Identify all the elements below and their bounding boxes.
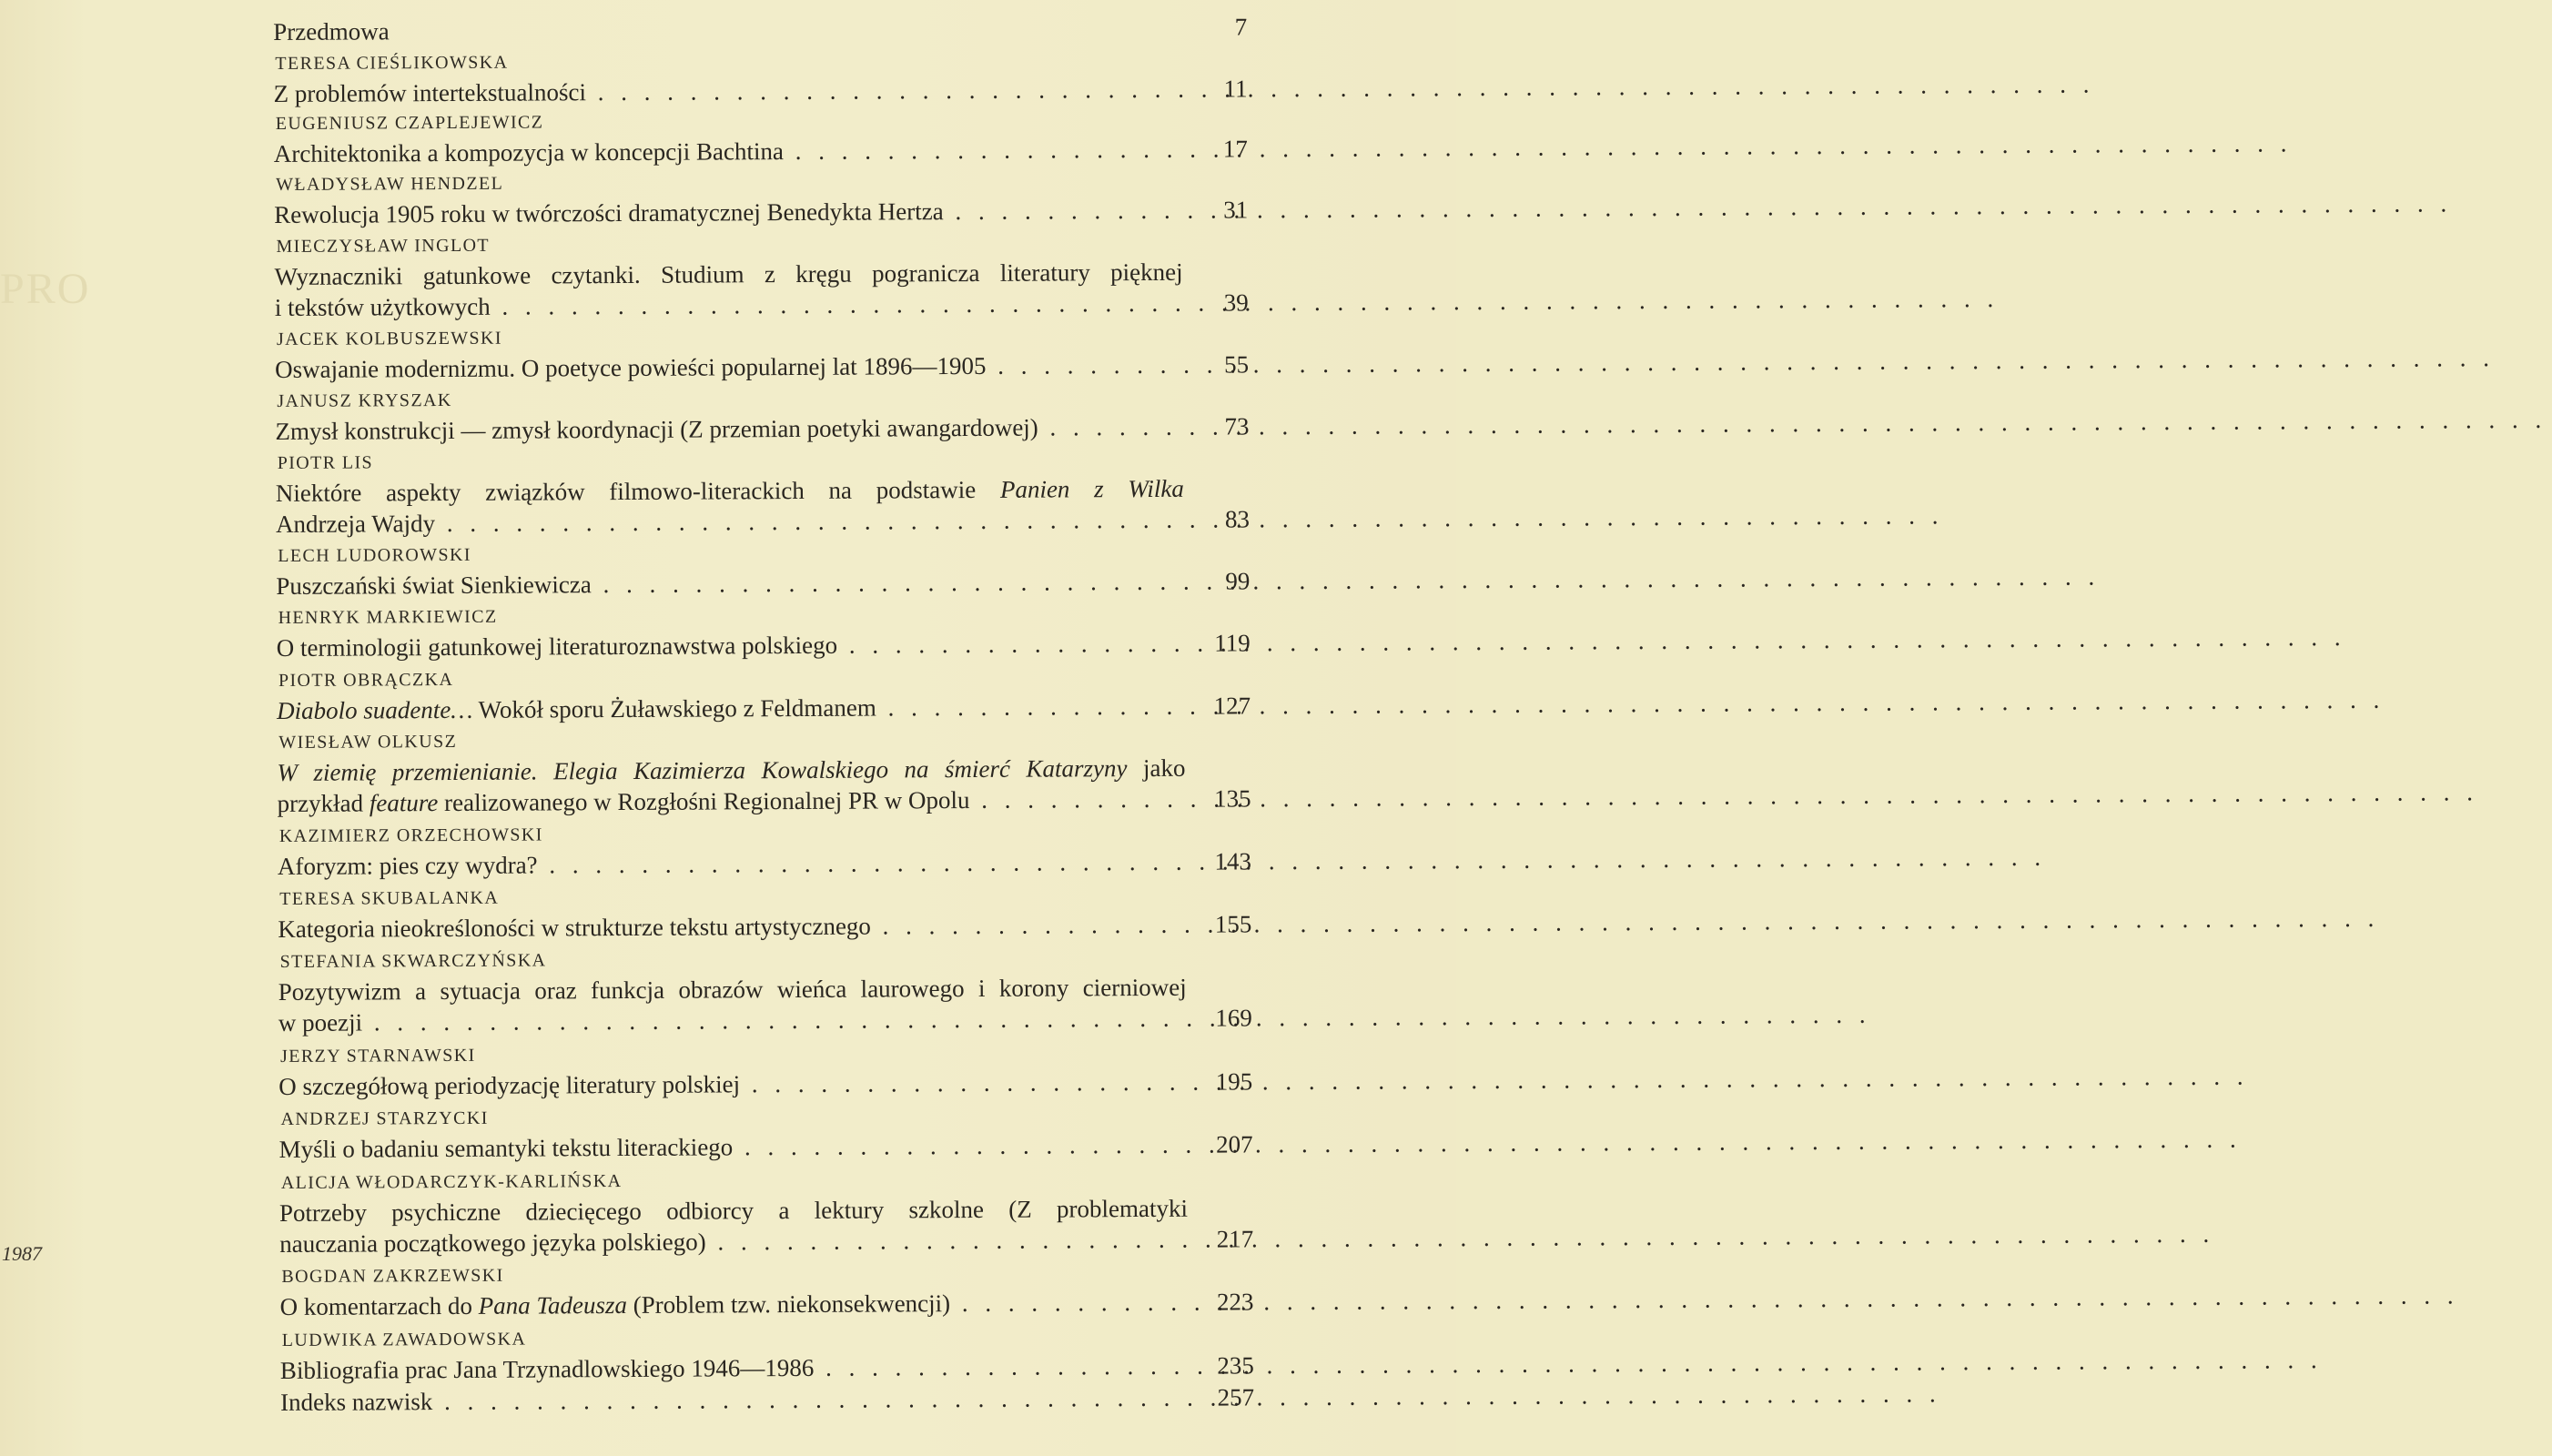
entry-title-line1: Wyznaczniki gatunkowe czytanki. Studium z kręgu pogranicza literatury pięknej	[274, 258, 1183, 290]
entry-title: Aforyzm: pies czy wydra? . . .	[278, 846, 1186, 882]
entry-author: PIOTR OBRĄCZKA	[278, 669, 454, 691]
entry-title: Indeks nazwisk . . .	[280, 1382, 1189, 1418]
entry-author: MIECZYSŁAW INGLOT	[276, 235, 491, 257]
entry-author: WIESŁAW OLKUSZ	[278, 731, 458, 753]
entry-author: TERESA CIEŚLIKOWSKA	[275, 52, 509, 74]
entry-author: TERESA SKUBALANKA	[279, 887, 500, 909]
entry-title: nauczania początkowego języka polskiego) . . .	[279, 1224, 1188, 1259]
entry-title: i tekstów użytkowych . . .	[275, 288, 1183, 323]
entry-title-line1: Pozytywizm a sytuacja oraz funkcja obrazów wieńca laurowego i korony cierniowej	[278, 973, 1187, 1006]
entry-title: Z problemów intertekstualności . . .	[273, 74, 1181, 109]
entry-author: LUDWIKA ZAWADOWSKA	[281, 1329, 527, 1350]
toc-entry[interactable]	[276, 627, 1260, 662]
entry-title: Zmysł konstrukcji — zmysł koordynacji (Z przemian poetyki awangardowej) . . .	[275, 411, 1183, 447]
margin-year: 1987	[2, 1242, 42, 1265]
entry-title: Architektonika a kompozycja w koncepcji Bachtina . . .	[274, 134, 1182, 169]
entry-page: 7	[1234, 13, 1248, 41]
entry-author: JERZY STARNAWSKI	[280, 1045, 476, 1067]
toc-entry[interactable]	[275, 410, 1258, 445]
entry-page: 217	[1216, 1225, 1254, 1253]
entry-page: 207	[1216, 1130, 1253, 1158]
entry-author: ALICJA WŁODARCZYK-KARLIŃSKA	[280, 1171, 623, 1193]
entry-page: 127	[1213, 692, 1251, 720]
toc-entry-line1[interactable]	[278, 971, 1261, 1006]
entry-title: O komentarzach do Pana Tadeusza (Problem tzw. niekonsekwencji) . . .	[279, 1287, 1188, 1322]
entry-author: STEFANIA SKWARCZYŃSKA	[279, 950, 547, 972]
entry-page: 223	[1216, 1288, 1254, 1316]
entry-author: LECH LUDOROWSKI	[278, 544, 471, 566]
entry-author: KAZIMIERZ ORZECHOWSKI	[278, 824, 543, 846]
entry-page: 135	[1214, 784, 1251, 813]
toc-entry[interactable]	[273, 133, 1257, 167]
toc-entry[interactable]	[277, 845, 1261, 880]
toc-entry[interactable]	[274, 194, 1257, 228]
title-italic: feature	[369, 789, 439, 817]
toc-entry-line1[interactable]	[274, 256, 1258, 290]
entry-title: Oswajanie modernizmu. O poetyce powieści popularnej lat 1896—1905 . . .	[275, 349, 1183, 385]
entry-title-line1: Potrzeby psychiczne dziecięcego odbiorcy a lektury szkolne (Z problematyki	[278, 1194, 1189, 1227]
toc-entry[interactable]	[278, 1128, 1262, 1163]
toc-entry[interactable]	[275, 349, 1258, 383]
entry-author: ANDRZEJ STARZYCKI	[280, 1107, 489, 1129]
entry-author: WŁADYSŁAW HENDZEL	[276, 173, 504, 195]
entry-title: Przedmowa	[273, 17, 390, 46]
entry-title: O szczegółową periodyzację literatury polskiej . . .	[278, 1067, 1187, 1102]
entry-page: 155	[1214, 910, 1252, 938]
toc-entry[interactable]	[279, 1350, 1263, 1384]
toc-entry-przedmowa[interactable]	[273, 11, 1256, 46]
toc-entry-line1[interactable]	[278, 1192, 1262, 1227]
entry-page: 83	[1224, 505, 1251, 533]
film-title: Panien z Wilka	[999, 474, 1184, 503]
entry-page: 17	[1222, 135, 1248, 163]
entry-author: HENRYK MARKIEWICZ	[278, 606, 498, 628]
entry-title: w poezji . . .	[278, 1003, 1187, 1038]
entry-page: 235	[1217, 1351, 1254, 1380]
entry-page: 39	[1223, 288, 1249, 317]
toc-entry[interactable]	[278, 1066, 1261, 1100]
entry-title-line1: W ziemię przemienianie. Elegia Kazimierza Kowalskiego na śmierć Katarzyny jako	[277, 753, 1186, 786]
toc-entry[interactable]	[273, 73, 1256, 107]
entry-title: Rewolucja 1905 roku w twórczości dramatycznej Benedykta Hertza . . .	[274, 195, 1182, 230]
entry-title-line1: Niektóre aspekty związków filmowo-literackich na podstawie Panien z Wilka	[275, 474, 1184, 507]
toc-entry-line1[interactable]	[275, 472, 1259, 507]
toc-entry-line1[interactable]	[277, 752, 1260, 786]
entry-title: przykład feature realizowanego w Rozgłośni Regionalnej PR w Opolu . . .	[278, 784, 1186, 819]
entry-author: PIOTR LIS	[277, 452, 374, 473]
entry-author: JANUSZ KRYSZAK	[277, 389, 452, 411]
entry-title: Diabolo suadente… Wokół sporu Żuławskiego z Feldmanem . . .	[277, 691, 1185, 726]
entry-title: Bibliografia prac Jana Trzynadlowskiego 1946—1986 . . .	[280, 1350, 1189, 1386]
entry-title: O terminologii gatunkowej literaturoznawstwa polskiego . . .	[277, 628, 1185, 663]
entry-author: EUGENIUSZ CZAPLEJEWICZ	[275, 112, 544, 134]
entry-title: Puszczański świat Sienkiewicza . . .	[276, 566, 1184, 602]
entry-page: 55	[1224, 350, 1250, 379]
title-italic: Diabolo suadente…	[277, 695, 473, 724]
entry-page: 257	[1217, 1383, 1255, 1411]
entry-page: 11	[1223, 75, 1248, 103]
toc-entry[interactable]	[279, 1286, 1262, 1320]
entry-page: 143	[1214, 847, 1252, 875]
title-italic: W ziemię przemienianie. Elegia Kazimierza Kowalskiego na śmierć Katarzyny	[277, 754, 1128, 786]
toc-entry[interactable]	[277, 690, 1260, 724]
entry-page: 73	[1224, 412, 1250, 440]
entry-page: 99	[1225, 567, 1251, 595]
entry-page: 195	[1215, 1067, 1253, 1096]
toc-entry[interactable]	[278, 908, 1261, 943]
entry-title: Andrzeja Wajdy . . .	[276, 504, 1184, 540]
entry-author: JACEK KOLBUSZEWSKI	[276, 328, 502, 349]
entry-title: Kategoria nieokreśloności w strukturze tekstu artystycznego . . .	[278, 909, 1186, 945]
entry-title: Myśli o badaniu semantyki tekstu literackiego . . .	[279, 1129, 1188, 1165]
title-italic: Pana Tadeusza	[478, 1290, 628, 1320]
entry-page: 119	[1214, 629, 1251, 657]
toc-entry[interactable]	[276, 565, 1259, 600]
entry-page: 31	[1223, 196, 1249, 224]
entry-page: 169	[1215, 1004, 1252, 1032]
entry-author: BOGDAN ZAKRZEWSKI	[281, 1265, 504, 1287]
bleed-through-text: PRO	[0, 265, 91, 313]
